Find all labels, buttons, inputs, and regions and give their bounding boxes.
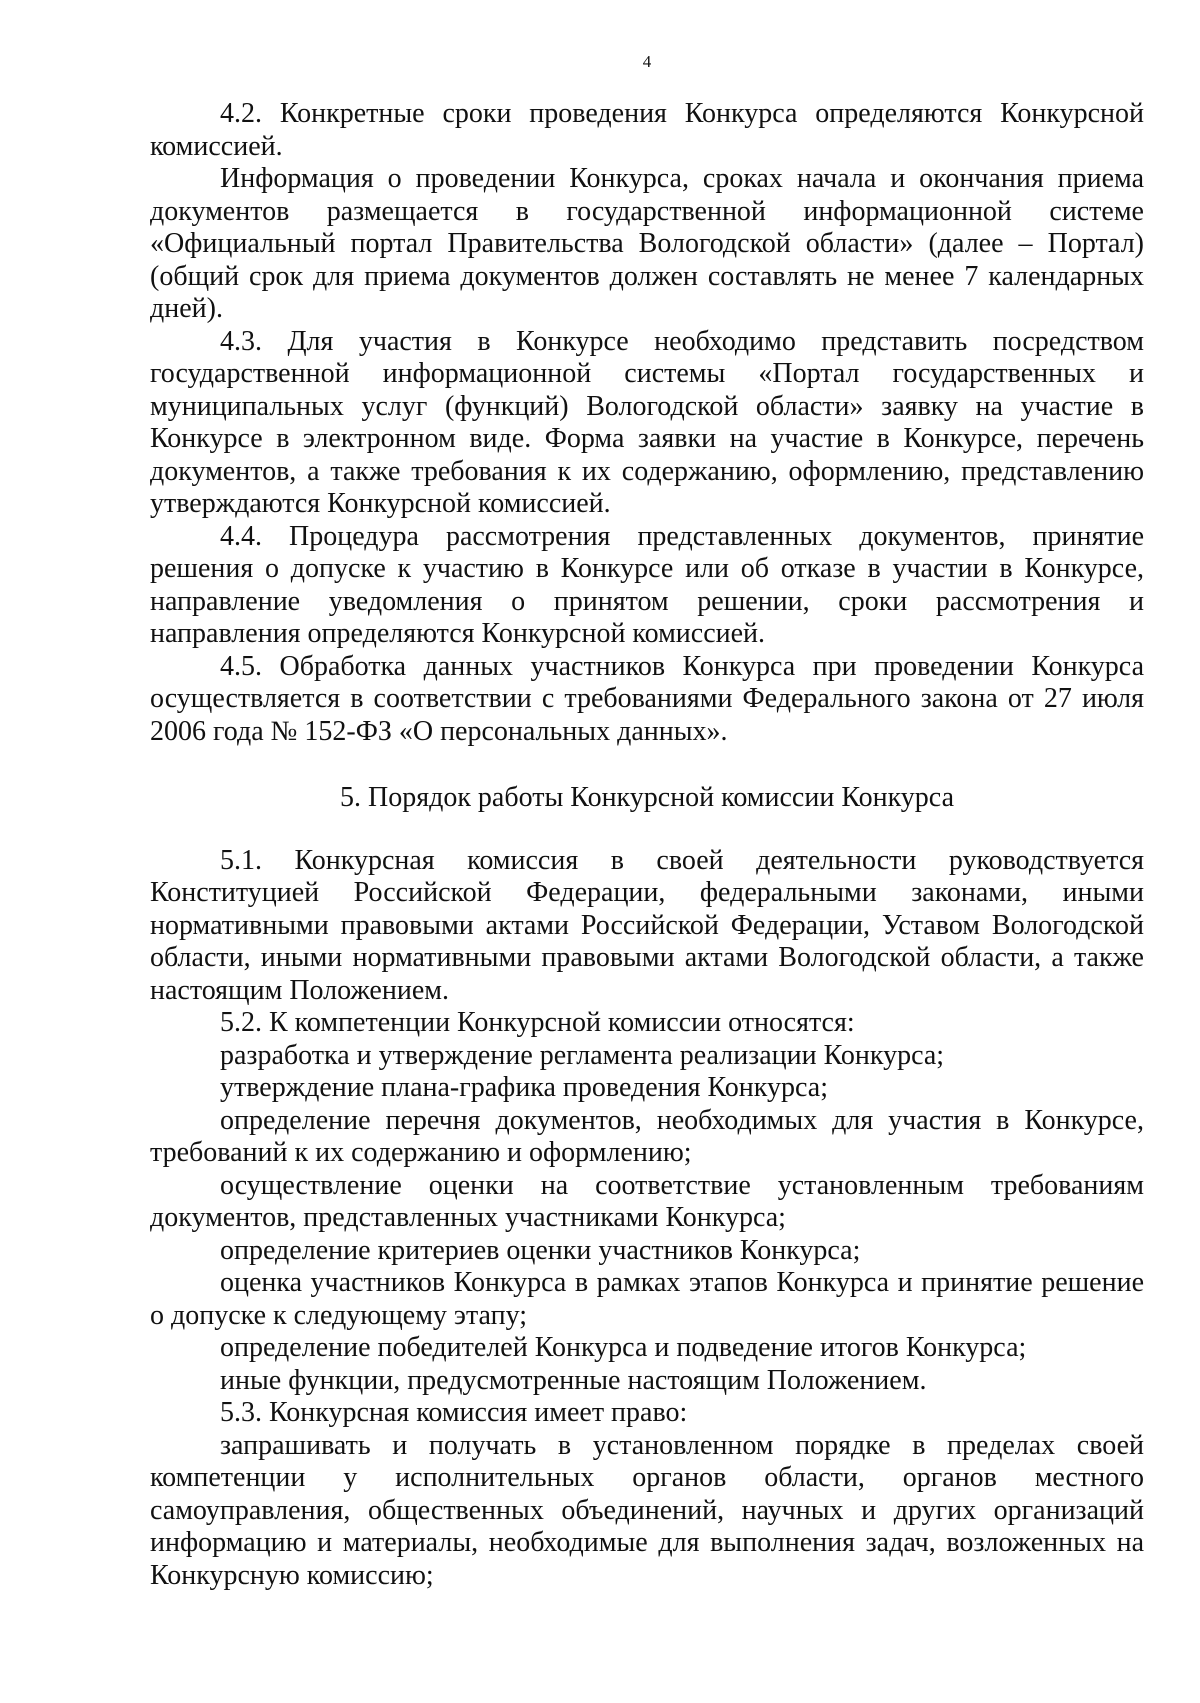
paragraph-4-2-info: Информация о проведении Конкурса, сроках начала и окончания приема документов размещается в государственной информационной системе «Официальный портал Правительства Вологодской области» (далее – Портал) (общий срок для приема документов должен составлять не менее 7 календарных дней). [150, 163, 1144, 324]
list-item-5-3-1: запрашивать и получать в установленном порядке в пределах своей компетенции у исполнительных органов области, органов местного самоуправления, общественных объединений, научных и других организаций информацию и материалы, необходимые для выполнения задач, возложенных на Конкурсную комиссию; [150, 1429, 1144, 1591]
paragraph-4-2: 4.2. Конкретные сроки проведения Конкурса определяются Конкурсной комиссией. [150, 98, 1144, 162]
list-item-5-2-8: иные функции, предусмотренные настоящим Положением. [220, 1364, 927, 1396]
spacer [150, 815, 1144, 845]
document-body [150, 98, 1144, 1592]
paragraph-5-1: 5.1. Конкурсная комиссия в своей деятельности руководствуется Конституцией Российской Федерации, федеральными законами, иными нормативными правовыми актами Российской Федерации, Уставом Вологодской области, иными нормативными правовыми актами Вологодской области, а также настоящим Положением. [150, 844, 1144, 1006]
paragraph-5-3: 5.3. Конкурсная комиссия имеет право: [220, 1397, 688, 1428]
page-number: 4 [642, 52, 652, 71]
list-item-5-2-6: оценка участников Конкурса в рамках этапов Конкурса и принятие решение о допуске к следующему этапу; [150, 1267, 1144, 1331]
list-item-5-2-2: утверждение плана-графика проведения Конкурса; [220, 1072, 828, 1103]
paragraph-5-2: 5.2. К компетенции Конкурсной комиссии относятся: [220, 1007, 855, 1038]
spacer [150, 748, 1144, 782]
list-item-5-2-7: определение победителей Конкурса и подведение итогов Конкурса; [220, 1332, 1027, 1363]
list-item-5-2-1: разработка и утверждение регламента реализации Конкурса; [220, 1039, 945, 1071]
paragraph-4-4: 4.4. Процедура рассмотрения представленных документов, принятие решения о допуске к участию в Конкурсе или об отказе в участии в Конкурсе, направление уведомления о принятом решении, сроки рассмотрения и направления определяются Конкурсной комиссией. [150, 520, 1144, 649]
paragraph-4-5: 4.5. Обработка данных участников Конкурса при проведении Конкурса осуществляется в соответствии с требованиями Федерального закона от 27 июля 2006 года № 152-ФЗ «О персональных данных». [150, 650, 1144, 747]
list-item-5-2-3: определение перечня документов, необходимых для участия в Конкурсе, требований к их содержанию и оформлению; [150, 1104, 1144, 1168]
paragraph-4-3: 4.3. Для участия в Конкурсе необходимо представить посредством государственной информационной системы «Портал государственных и муниципальных услуг (функций) Вологодской области» заявку на участие в Конкурсе в электронном виде. Форма заявки на участие в Конкурсе, перечень документов, а также требования к их содержанию, оформлению, представлению утверждаются Конкурсной комиссией. [150, 325, 1144, 519]
list-item-5-2-4: осуществление оценки на соответствие установленным требованиям документов, представленных участниками Конкурса; [150, 1169, 1144, 1233]
section-5-heading: 5. Порядок работы Конкурсной комиссии Конкурса [339, 782, 955, 813]
list-item-5-2-5: определение критериев оценки участников Конкурса; [220, 1234, 861, 1266]
